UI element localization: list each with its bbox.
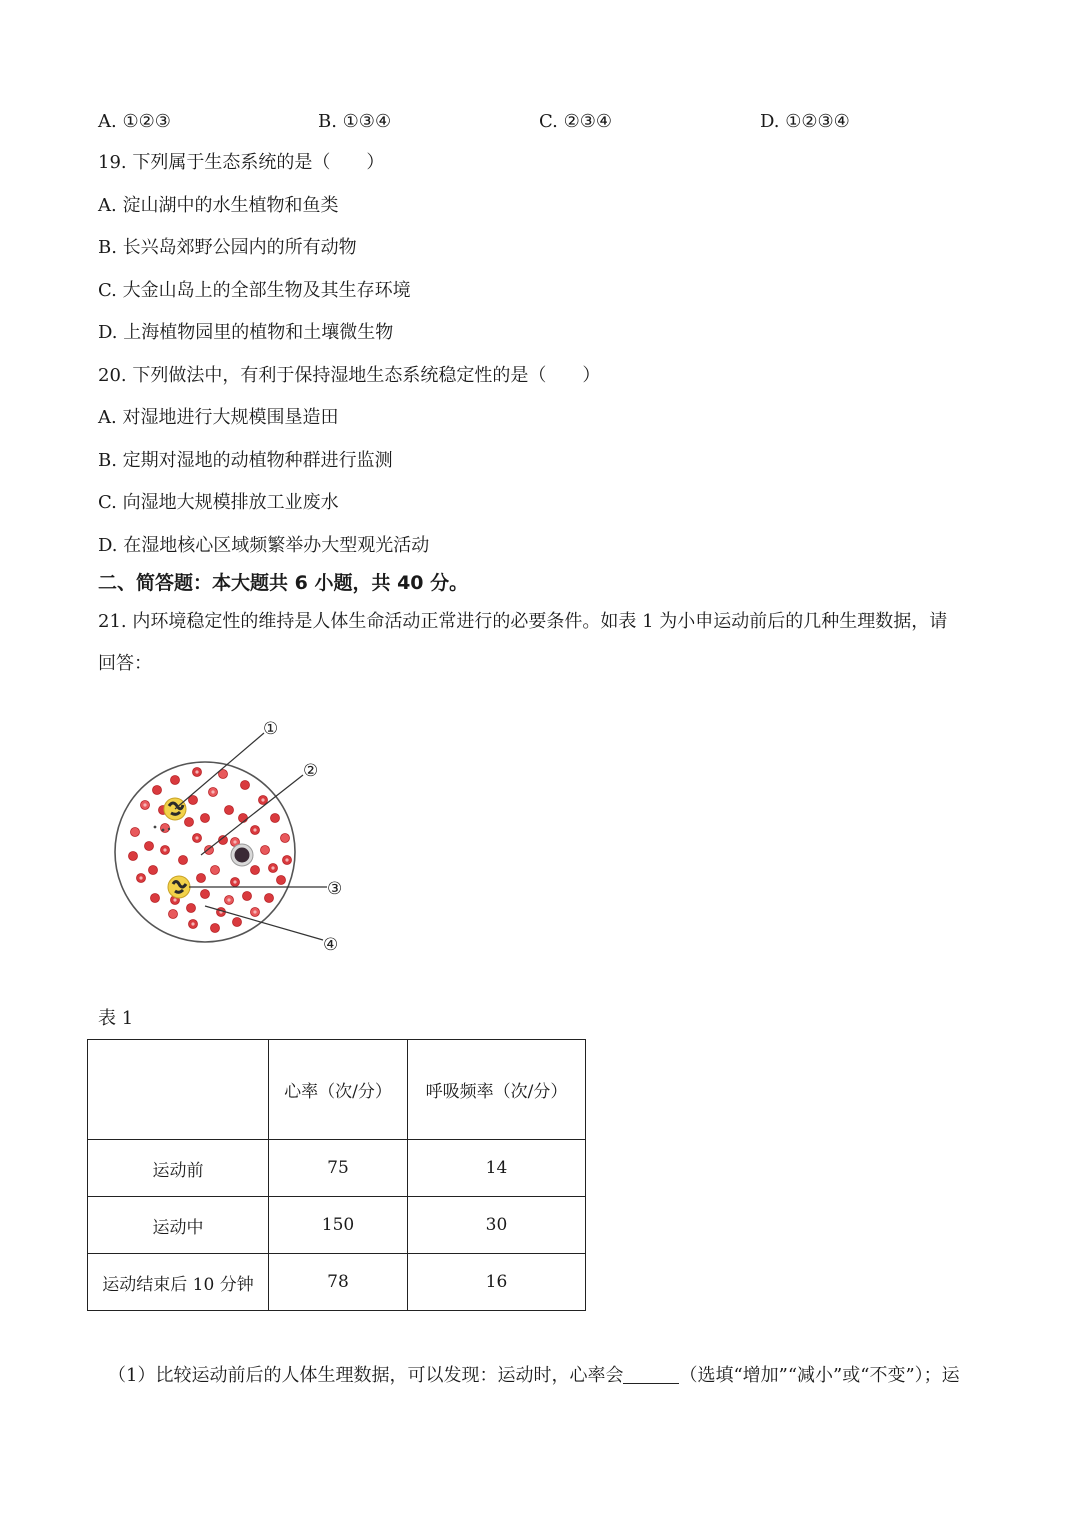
q21-sub1-text-after: （选填“增加”“减小”或“不变”）；运 (679, 1365, 960, 1386)
red-blood-cell (187, 904, 196, 913)
q19-option-a: A. 淀山湖中的水生植物和鱼类 (98, 195, 339, 216)
red-blood-cell (265, 894, 274, 903)
table-cell: 30 (408, 1197, 586, 1254)
blood-smear-figure (105, 710, 365, 960)
red-blood-cell (197, 874, 206, 883)
red-blood-cell-center (253, 828, 256, 831)
q19-option-d: D. 上海植物园里的植物和土壤微生物 (98, 322, 394, 343)
red-blood-cell (211, 924, 220, 933)
red-blood-cell (131, 828, 140, 837)
neutrophil-cell-2 (168, 876, 190, 898)
red-blood-cell (211, 866, 220, 875)
red-blood-cell-center (261, 798, 264, 801)
q21-sub1 (108, 1364, 960, 1388)
section-2-title: 二、简答题：本大题共 6 小题，共 40 分。 (98, 572, 469, 594)
red-blood-cell-center (195, 770, 198, 773)
q21-stem-line1: 21. 内环境稳定性的维持是人体生命活动正常进行的必要条件。如表 1 为小申运动前后的几种生理数据，请 (98, 611, 948, 632)
table-row (88, 1254, 586, 1311)
q20-option-c: C. 向湿地大规模排放工业废水 (98, 492, 339, 513)
red-blood-cell (201, 814, 210, 823)
table-cell: 150 (269, 1197, 408, 1254)
q18-option-d: D. ①②③④ (760, 111, 850, 132)
q18-option-b: B. ①③④ (318, 111, 392, 132)
answer-blank[interactable] (623, 1365, 679, 1384)
red-blood-cell-center (191, 922, 194, 925)
red-blood-cell-center (285, 858, 288, 861)
red-blood-cell (281, 834, 290, 843)
q20-stem: 20. 下列做法中，有利于保持湿地生态系统稳定性的是（ ） (98, 365, 601, 386)
table-cell: 78 (269, 1254, 408, 1311)
red-blood-cell-center (195, 836, 198, 839)
table-row (88, 1197, 586, 1254)
table-header-cell: 呼吸频率（次/分） (408, 1040, 586, 1140)
table-cell: 运动结束后 10 分钟 (88, 1254, 269, 1311)
table-1 (87, 1039, 586, 1311)
table-cell: 14 (408, 1140, 586, 1197)
q19-option-c: C. 大金山岛上的全部生物及其生存环境 (98, 280, 411, 301)
red-blood-cell (201, 890, 210, 899)
red-blood-cell (277, 876, 286, 885)
red-blood-cell (171, 776, 180, 785)
red-blood-cell-center (163, 848, 166, 851)
label-4: ④ (323, 935, 339, 955)
red-blood-cell (233, 918, 242, 927)
table-cell: 75 (269, 1140, 408, 1197)
table-header-cell: 心率（次/分） (269, 1040, 408, 1140)
table-row (88, 1140, 586, 1197)
q20-option-d: D. 在湿地核心区域频繁举办大型观光活动 (98, 535, 430, 556)
red-blood-cell (161, 824, 170, 833)
q19-option-b: B. 长兴岛郊野公园内的所有动物 (98, 237, 357, 258)
table-header-row (88, 1040, 586, 1140)
red-blood-cell-center (173, 898, 176, 901)
q18-option-c: C. ②③④ (539, 111, 612, 132)
red-blood-cell (145, 842, 154, 851)
label-1: ① (263, 719, 279, 739)
red-blood-cell (243, 892, 252, 901)
red-blood-cell (179, 856, 188, 865)
q21-sub1-text-before: （1）比较运动前后的人体生理数据，可以发现：运动时，心率会 (108, 1365, 624, 1386)
red-blood-cell (185, 818, 194, 827)
red-blood-cell (151, 894, 160, 903)
red-blood-cell (149, 866, 158, 875)
red-blood-cell (261, 846, 270, 855)
table-caption: 表 1 (98, 1008, 134, 1029)
red-blood-cell (225, 806, 234, 815)
red-blood-cell (251, 866, 260, 875)
figure-labels (263, 719, 342, 955)
red-blood-cell (241, 781, 250, 790)
label-2: ② (303, 761, 319, 781)
red-blood-cell-center (233, 840, 236, 843)
red-blood-cell (169, 910, 178, 919)
label-3: ③ (327, 879, 343, 899)
red-blood-cell-center (211, 790, 214, 793)
table-cell: 16 (408, 1254, 586, 1311)
q21-stem-line2: 回答： (98, 653, 152, 674)
q18-options (0, 110, 1080, 134)
red-blood-cell-center (253, 910, 256, 913)
red-blood-cell-center (233, 880, 236, 883)
red-blood-cell-center (271, 866, 274, 869)
red-blood-cell (239, 814, 248, 823)
q20-option-b: B. 定期对湿地的动植物种群进行监测 (98, 450, 393, 471)
red-blood-cell (129, 852, 138, 861)
lymphocyte-cell (231, 844, 253, 866)
red-blood-cell-center (227, 898, 230, 901)
red-blood-cell-center (143, 803, 146, 806)
q19-stem: 19. 下列属于生态系统的是（ ） (98, 152, 385, 173)
table-cell: 运动前 (88, 1140, 269, 1197)
red-blood-cell (153, 786, 162, 795)
red-blood-cell (271, 814, 280, 823)
table-cell: 运动中 (88, 1197, 269, 1254)
q18-option-a: A. ①②③ (98, 111, 171, 132)
q20-option-a: A. 对湿地进行大规模围垦造田 (98, 407, 339, 428)
red-blood-cell-center (139, 876, 142, 879)
table-header-cell (88, 1040, 269, 1140)
